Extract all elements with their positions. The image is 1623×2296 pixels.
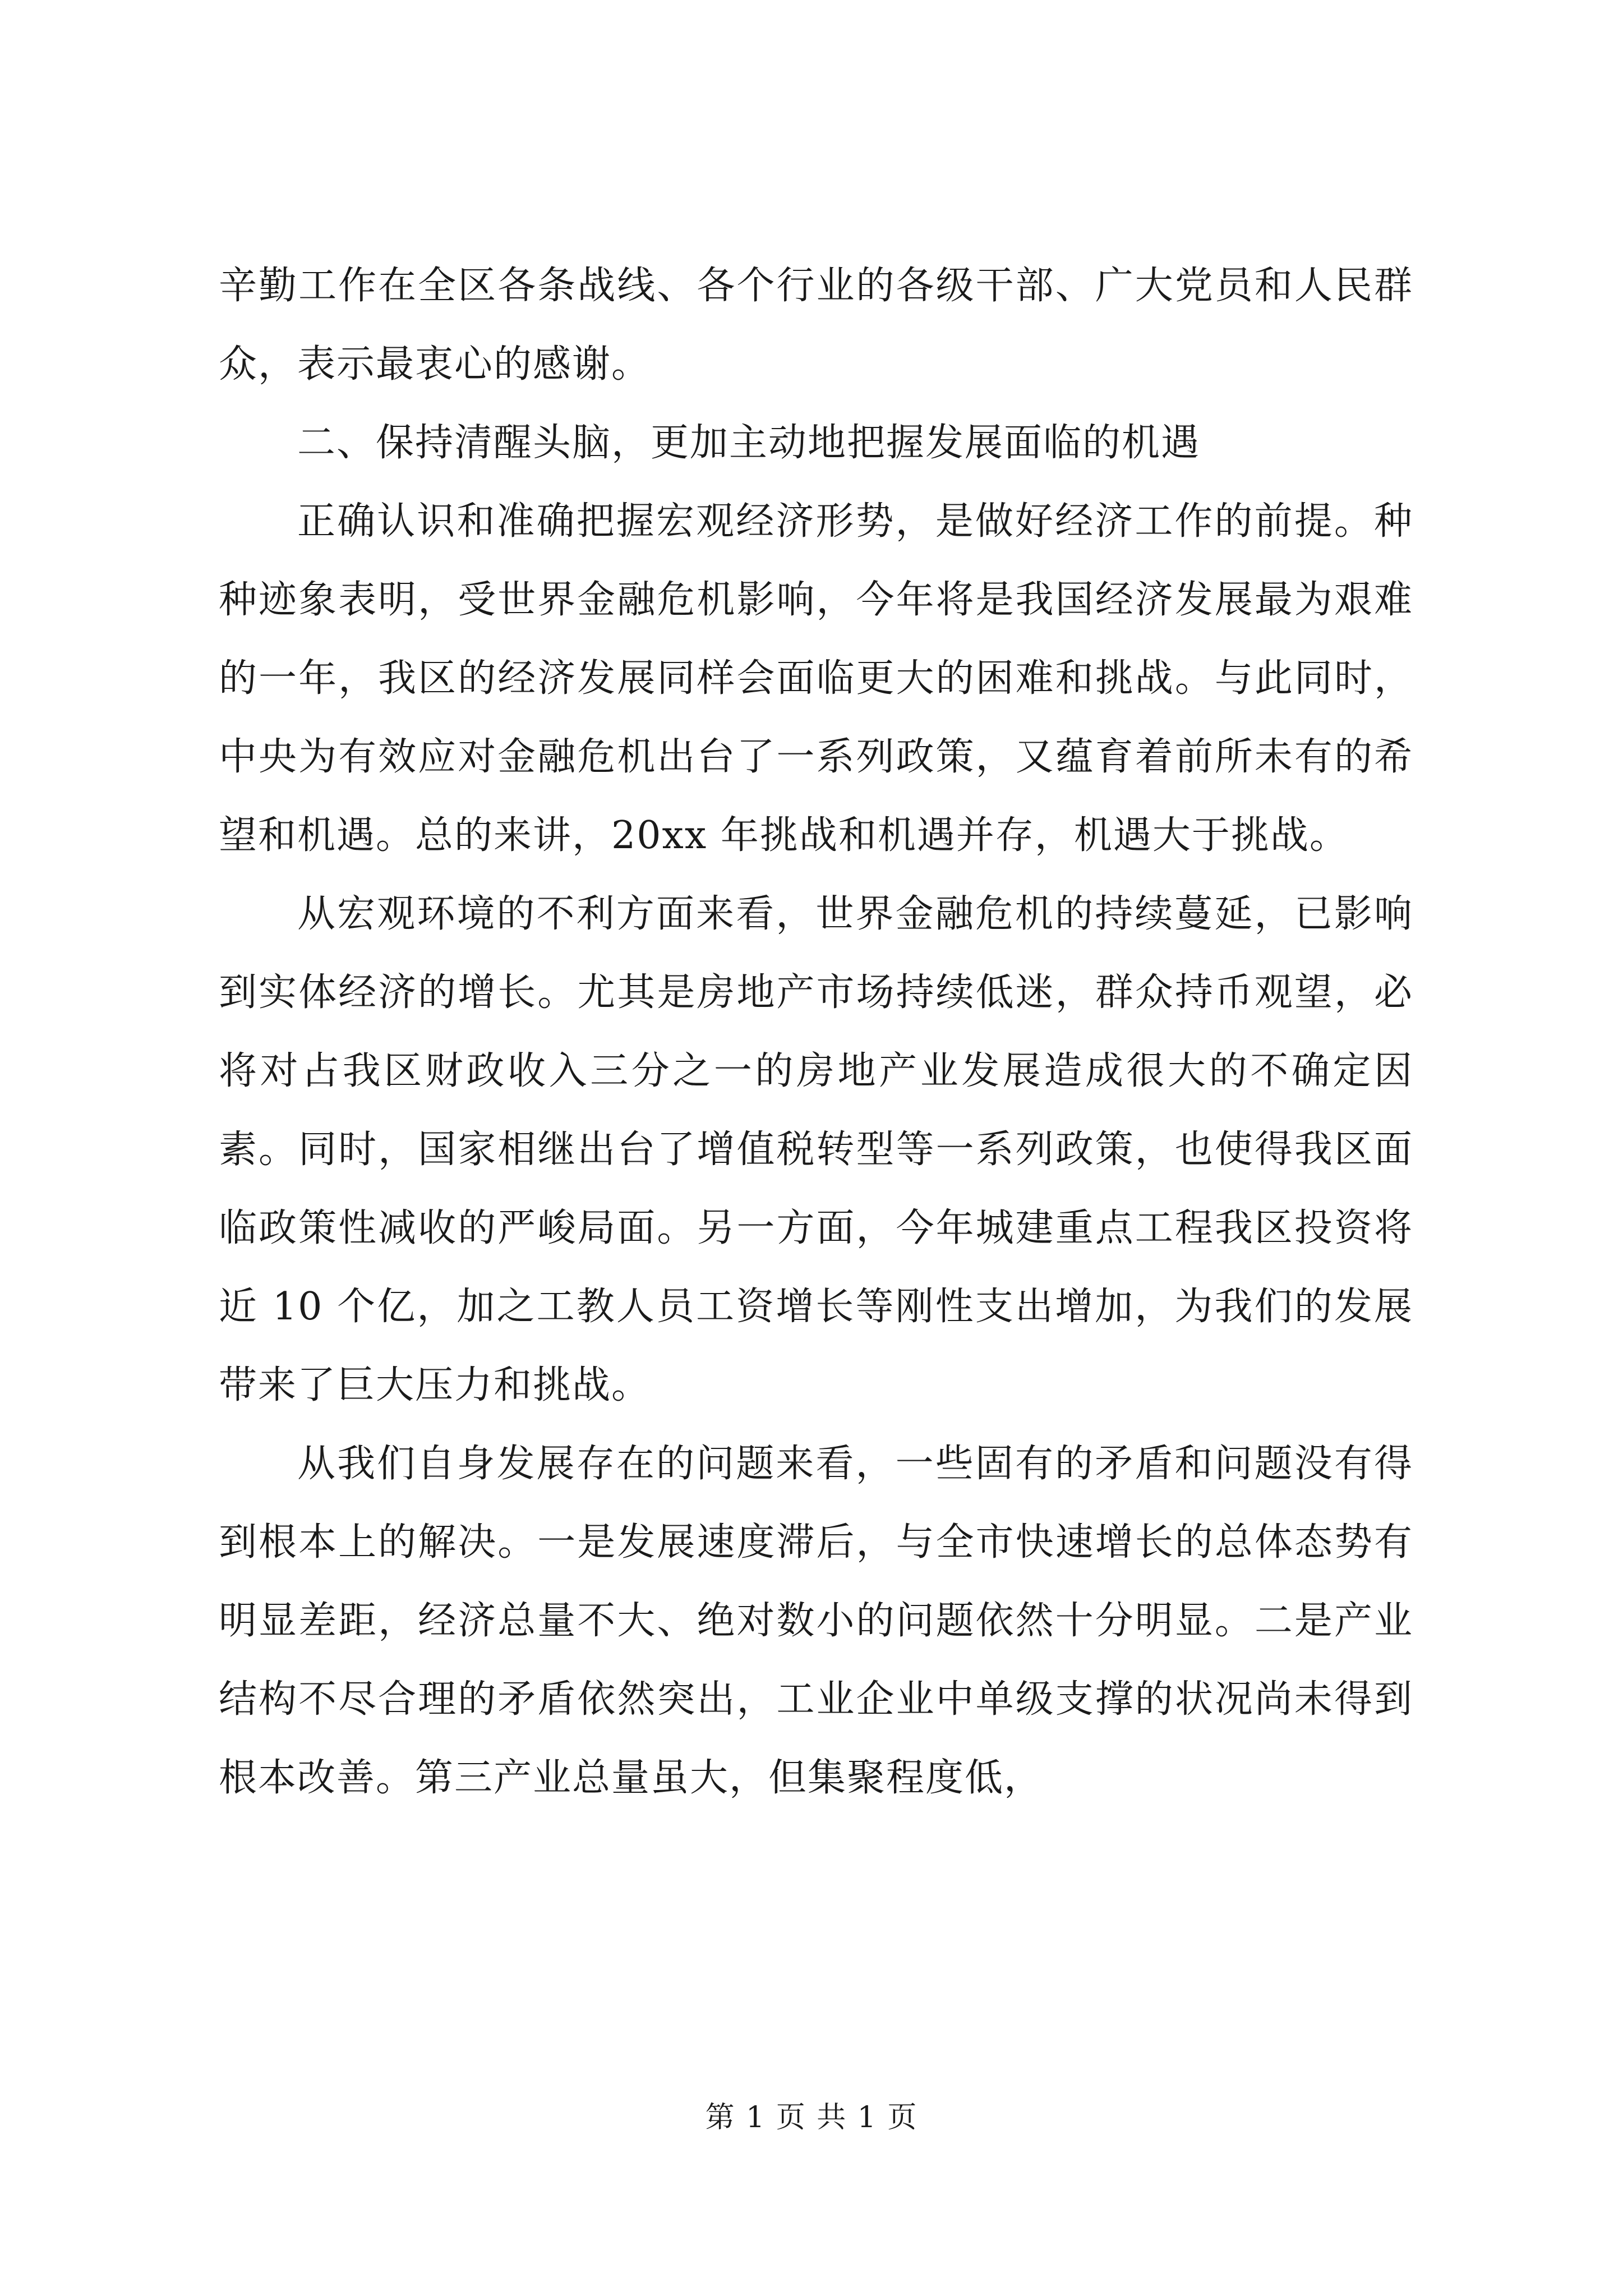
paragraph-3: 从宏观环境的不利方面来看，世界金融危机的持续蔓延，已影响到实体经济的增长。尤其是房地产市场持续低迷，群众持币观望，必将对占我区财政收入三分之一的房地产业发展造成很大的不确定因素。同时，国家相继出台了增值税转型等一系列政策，也使得我区面临政策性减收的严峻局面。另一方面，今年城建重点工程我区投资将近 10 个亿，加之工教人员工资增长等刚性支出增加，为我们的发展带来了巨大压力和挑战。 (219, 892, 1413, 1407)
paragraph-2: 正确认识和准确把握宏观经济形势，是做好经济工作的前提。种种迹象表明，受世界金融危机影响，今年将是我国经济发展最为艰难的一年，我区的经济发展同样会面临更大的困难和挑战。与此同时，中央为有效应对金融危机出台了一系列政策，又蕴育着前所未有的希望和机遇。总的来讲，20xx 年挑战和机遇并存，机遇大于挑战。 (219, 499, 1413, 858)
paragraph-1: 辛勤工作在全区各条战线、各个行业的各级干部、广大党员和人民群众，表示最衷心的感谢。 (219, 264, 1413, 386)
paragraph-4: 从我们自身发展存在的问题来看，一些固有的矛盾和问题没有得到根本上的解决。一是发展速度滞后，与全市快速增长的总体态势有明显差距，经济总量不大、绝对数小的问题依然十分明显。二是产业结构不尽合理的矛盾依然突出，工业企业中单级支撑的状况尚未得到根本改善。第三产业总量虽大，但集聚程度低， (219, 1442, 1413, 1800)
document-body (219, 247, 1413, 1818)
page-footer: 第 1 页 共 1 页 (705, 2101, 918, 2134)
section-heading: 二、保持清醒头脑，更加主动地把握发展面临的机遇 (297, 421, 1201, 465)
